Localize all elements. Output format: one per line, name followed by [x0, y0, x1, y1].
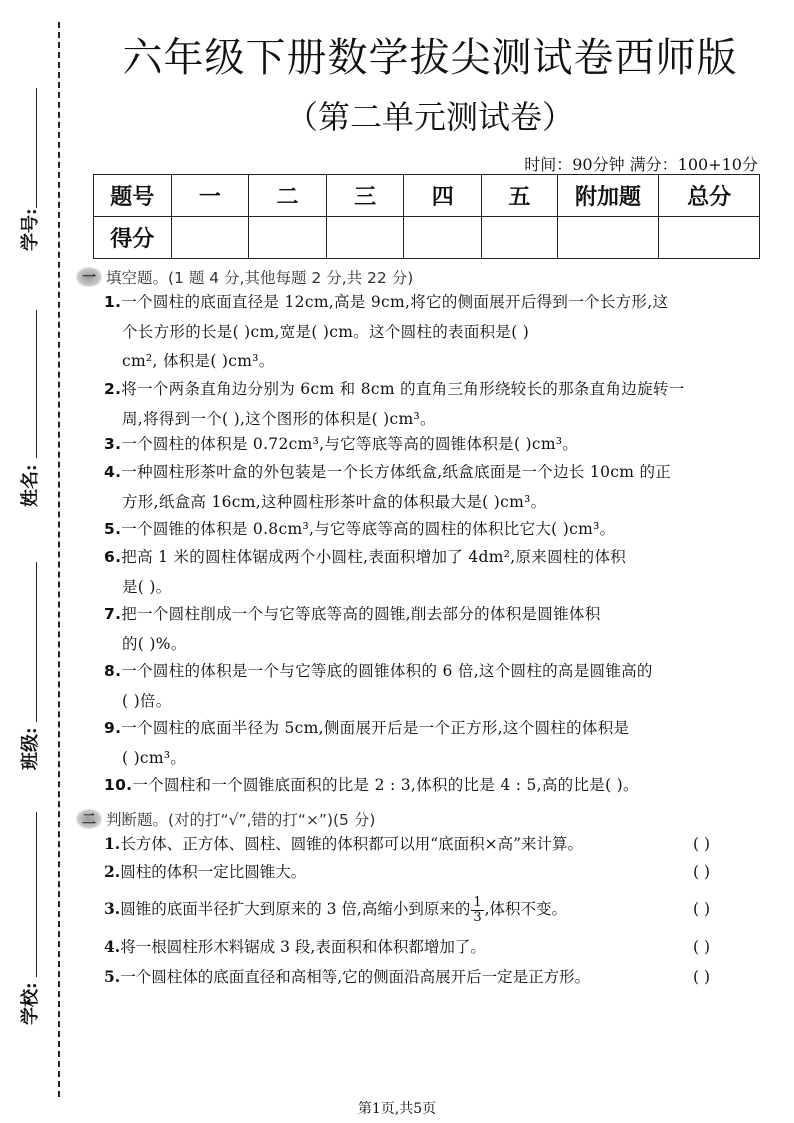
student-id-label: 学号:	[20, 208, 41, 251]
page-number: 第1页,共5页	[357, 1101, 437, 1117]
question-3: 3.一个圆柱的体积是 0.72cm³,与它等底等高的圆锥体积是( )cm³。	[104, 435, 579, 453]
score-cell[interactable]	[557, 217, 659, 259]
question-8: 8.一个圆柱的体积是一个与它等底的圆锥体积的 6 倍,这个圆柱的高是圆锥高的 ( )倍。	[104, 662, 653, 710]
question-number: 2.	[104, 380, 122, 398]
judgment-5: 5.一个圆柱体的底面直径和高相等,它的侧面沿高展开后一定是正方形。 ( )	[104, 962, 710, 992]
question-number: 4.	[104, 463, 122, 481]
judgment-4: 4.将一根圆柱形木料锯成 3 段,表面积和体积都增加了。 ( )	[104, 932, 710, 962]
judgment-3: 3.圆锥的底面半径扩大到原来的 3 倍,高缩小到原来的 $\frac{1}{3}$ ,体积不变。 ( )	[104, 894, 710, 925]
score-cell[interactable]	[482, 217, 558, 259]
binding-strip	[0, 0, 70, 1123]
section-judgment-heading	[76, 808, 375, 830]
question-number: 3.	[104, 899, 121, 918]
answer-parens[interactable]: ( )	[692, 968, 710, 986]
section-title: 判断题。(对的打“√”,错的打“×”)(5 分)	[106, 811, 376, 829]
page-subtitle: （第二单元测试卷）	[285, 98, 574, 136]
question-number: 6.	[104, 548, 122, 566]
fraction: $\frac{1}{3}$	[473, 894, 482, 925]
score-header-row	[94, 175, 760, 217]
question-7: 7.把一个圆柱削成一个与它等底等高的圆锥,削去部分的体积是圆锥体积 的( )%。	[104, 605, 601, 653]
answer-parens[interactable]: ( )	[692, 938, 710, 956]
score-cell[interactable]	[171, 217, 249, 259]
section-badge: 二	[76, 809, 102, 829]
score-header-cell: 三	[326, 175, 404, 217]
score-header-cell: 二	[249, 175, 327, 217]
question-5: 5.一个圆锥的体积是 0.8cm³,与它等底等高的圆柱的体积比它大( )cm³。	[104, 520, 616, 538]
score-header-cell: 附加题	[557, 175, 659, 217]
judgment-1: 1.长方体、正方体、圆柱、圆锥的体积都可以用“底面积×高”来计算。 ( )	[104, 829, 710, 859]
score-row	[94, 217, 760, 259]
school-label: 学校:	[20, 982, 41, 1025]
question-number: 5.	[104, 967, 121, 986]
question-number: 7.	[104, 605, 122, 623]
score-cell[interactable]	[249, 217, 327, 259]
score-header-cell: 总分	[659, 175, 760, 217]
question-number: 4.	[104, 937, 121, 956]
name-field[interactable]	[14, 310, 48, 510]
answer-parens[interactable]: ( )	[692, 835, 710, 853]
question-1: 1.一个圆柱的底面直径是 12cm,高是 9cm,将它的侧面展开后得到一个长方形,这 个长方形的长是( )cm,宽是( )cm。这个圆柱的表面积是( ) cm², 体积是( )cm³。	[104, 293, 669, 370]
time-info: 时间：90分钟 满分：100+10分	[524, 155, 758, 174]
question-number: 3.	[104, 435, 122, 453]
school-field[interactable]	[14, 812, 48, 1032]
question-number: 5.	[104, 520, 122, 538]
score-row-label: 得分	[94, 217, 172, 259]
judgment-2: 2.圆柱的体积一定比圆锥大。 ( )	[104, 857, 710, 887]
page-title: 六年级下册数学拔尖测试卷西师版	[122, 35, 738, 81]
question-2: 2.将一个两条直角边分别为 6cm 和 8cm 的直角三角形绕较长的那条直角边旋转一 周,将得到一个( ),这个图形的体积是( )cm³。	[104, 380, 685, 428]
score-cell[interactable]	[659, 217, 760, 259]
cut-line	[58, 22, 60, 1097]
question-number: 10.	[104, 776, 133, 794]
question-10: 10.一个圆柱和一个圆锥底面积的比是 2 : 3,体积的比是 4 : 5,高的比是( )。	[104, 776, 639, 794]
score-table	[93, 174, 760, 259]
question-number: 1.	[104, 293, 122, 311]
section-fill-blank-heading	[76, 266, 413, 288]
question-9: 9.一个圆柱的底面半径为 5cm,侧面展开后是一个正方形,这个圆柱的体积是 ( )cm³。	[104, 719, 630, 767]
question-number: 8.	[104, 662, 122, 680]
question-6: 6.把高 1 米的圆柱体锯成两个小圆柱,表面积增加了 4dm²,原来圆柱的体积 是( )。	[104, 548, 627, 596]
score-header-cell: 四	[404, 175, 482, 217]
class-label: 班级:	[20, 727, 41, 770]
score-header-cell: 一	[171, 175, 249, 217]
class-field[interactable]	[14, 562, 48, 782]
score-cell[interactable]	[404, 217, 482, 259]
answer-parens[interactable]: ( )	[692, 900, 710, 918]
student-id-field[interactable]	[14, 88, 48, 268]
name-label: 姓名:	[20, 464, 41, 507]
section-title: 填空题。(1 题 4 分,其他每题 2 分,共 22 分)	[106, 269, 414, 287]
section-badge: 一	[76, 267, 102, 287]
question-number: 2.	[104, 862, 121, 881]
question-number: 9.	[104, 719, 122, 737]
answer-parens[interactable]: ( )	[692, 863, 710, 881]
score-header-cell: 五	[482, 175, 558, 217]
score-cell[interactable]	[326, 217, 404, 259]
question-number: 1.	[104, 834, 121, 853]
question-4: 4.一种圆柱形茶叶盒的外包装是一个长方体纸盒,纸盒底面是一个边长 10cm 的正 方形,纸盒高 16cm,这种圆柱形茶叶盒的体积最大是( )cm³。	[104, 463, 672, 511]
score-header-cell: 题号	[94, 175, 172, 217]
